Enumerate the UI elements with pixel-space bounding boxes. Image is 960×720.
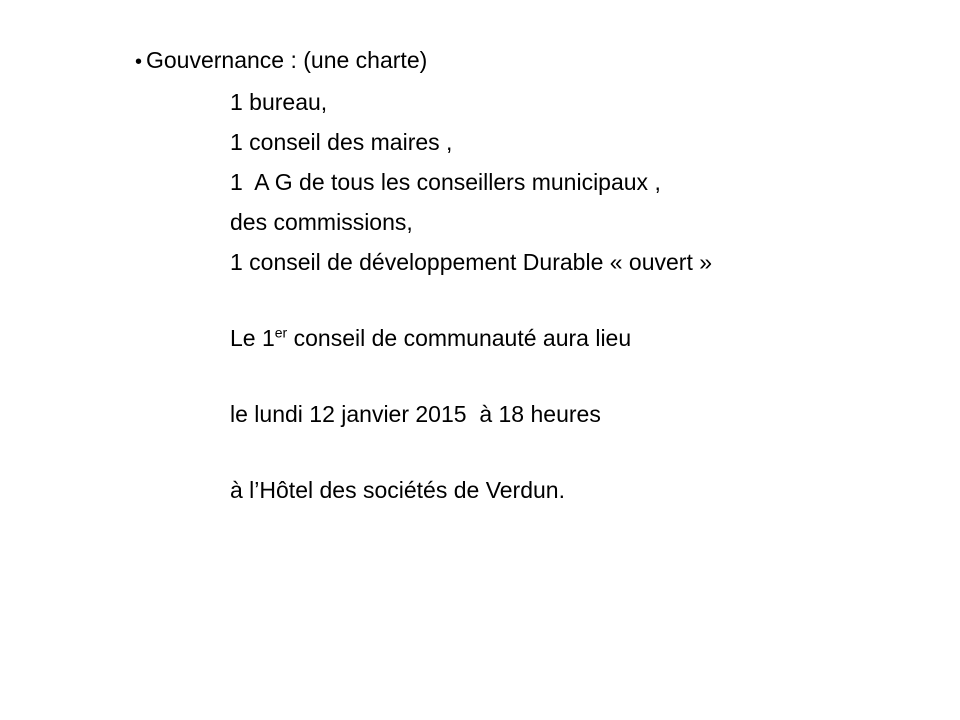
spacer <box>135 434 935 470</box>
list-item-bureau: 1 bureau, <box>230 89 328 115</box>
spacer <box>135 358 935 394</box>
bullet-icon: • <box>135 51 143 73</box>
bullet-heading-row <box>135 40 935 82</box>
list-item-commissions: des commissions, <box>230 209 413 235</box>
governance-heading: Gouvernance : (une charte) <box>146 47 428 73</box>
list-item-conseil-des-maires: 1 conseil des maires , <box>230 129 453 155</box>
list-item-assemblee-generale: 1 A G de tous les conseillers municipaux , <box>230 169 661 195</box>
announcement-first-council <box>135 318 935 358</box>
announcement-place: à l’Hôtel des sociétés de Verdun. <box>230 477 565 503</box>
announcement-superscript: er <box>274 324 288 341</box>
announcement-prefix: Le 1 <box>230 325 275 351</box>
announcement-suffix: conseil de communauté aura lieu <box>287 325 632 351</box>
announcement-date: le lundi 12 janvier 2015 à 18 heures <box>230 401 601 427</box>
slide-content <box>135 40 935 510</box>
list-item-conseil-developpement: 1 conseil de développement Durable « ouvert » <box>230 249 713 275</box>
spacer <box>135 282 935 318</box>
